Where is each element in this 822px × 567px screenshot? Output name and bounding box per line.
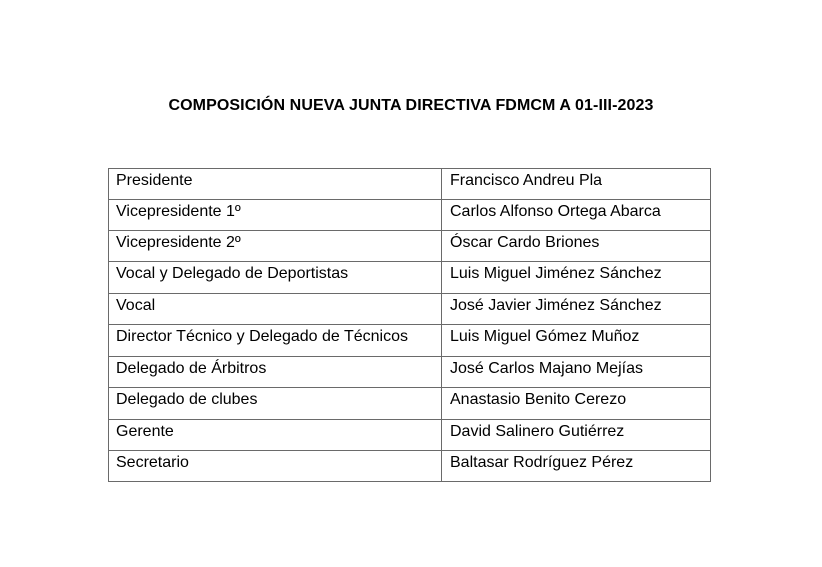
name-cell: Baltasar Rodríguez Pérez <box>442 451 711 482</box>
role-cell: Vocal <box>109 293 442 325</box>
table-row <box>109 262 711 294</box>
role-cell: Vicepresidente 2º <box>109 231 442 262</box>
role-cell: Director Técnico y Delegado de Técnicos <box>109 325 442 357</box>
name-cell: David Salinero Gutiérrez <box>442 419 711 451</box>
role-cell: Delegado de Árbitros <box>109 356 442 388</box>
role-cell: Vocal y Delegado de Deportistas <box>109 262 442 294</box>
role-cell: Secretario <box>109 451 442 482</box>
page-title: COMPOSICIÓN NUEVA JUNTA DIRECTIVA FDMCM A 01-III-2023 <box>168 97 654 114</box>
board-composition-table <box>108 168 711 482</box>
role-cell: Vicepresidente 1º <box>109 200 442 231</box>
role-cell: Gerente <box>109 419 442 451</box>
table-row <box>109 388 711 420</box>
table-row <box>109 419 711 451</box>
name-cell: José Javier Jiménez Sánchez <box>442 293 711 325</box>
table-row <box>109 293 711 325</box>
name-cell: Luis Miguel Gómez Muñoz <box>442 325 711 357</box>
table-row <box>109 325 711 357</box>
table-row <box>109 169 711 200</box>
name-cell: Francisco Andreu Pla <box>442 169 711 200</box>
table-row <box>109 356 711 388</box>
name-cell: Anastasio Benito Cerezo <box>442 388 711 420</box>
role-cell: Delegado de clubes <box>109 388 442 420</box>
table-row <box>109 200 711 231</box>
name-cell: José Carlos Majano Mejías <box>442 356 711 388</box>
name-cell: Óscar Cardo Briones <box>442 231 711 262</box>
table-row <box>109 231 711 262</box>
role-cell: Presidente <box>109 169 442 200</box>
name-cell: Carlos Alfonso Ortega Abarca <box>442 200 711 231</box>
table-row <box>109 451 711 482</box>
name-cell: Luis Miguel Jiménez Sánchez <box>442 262 711 294</box>
